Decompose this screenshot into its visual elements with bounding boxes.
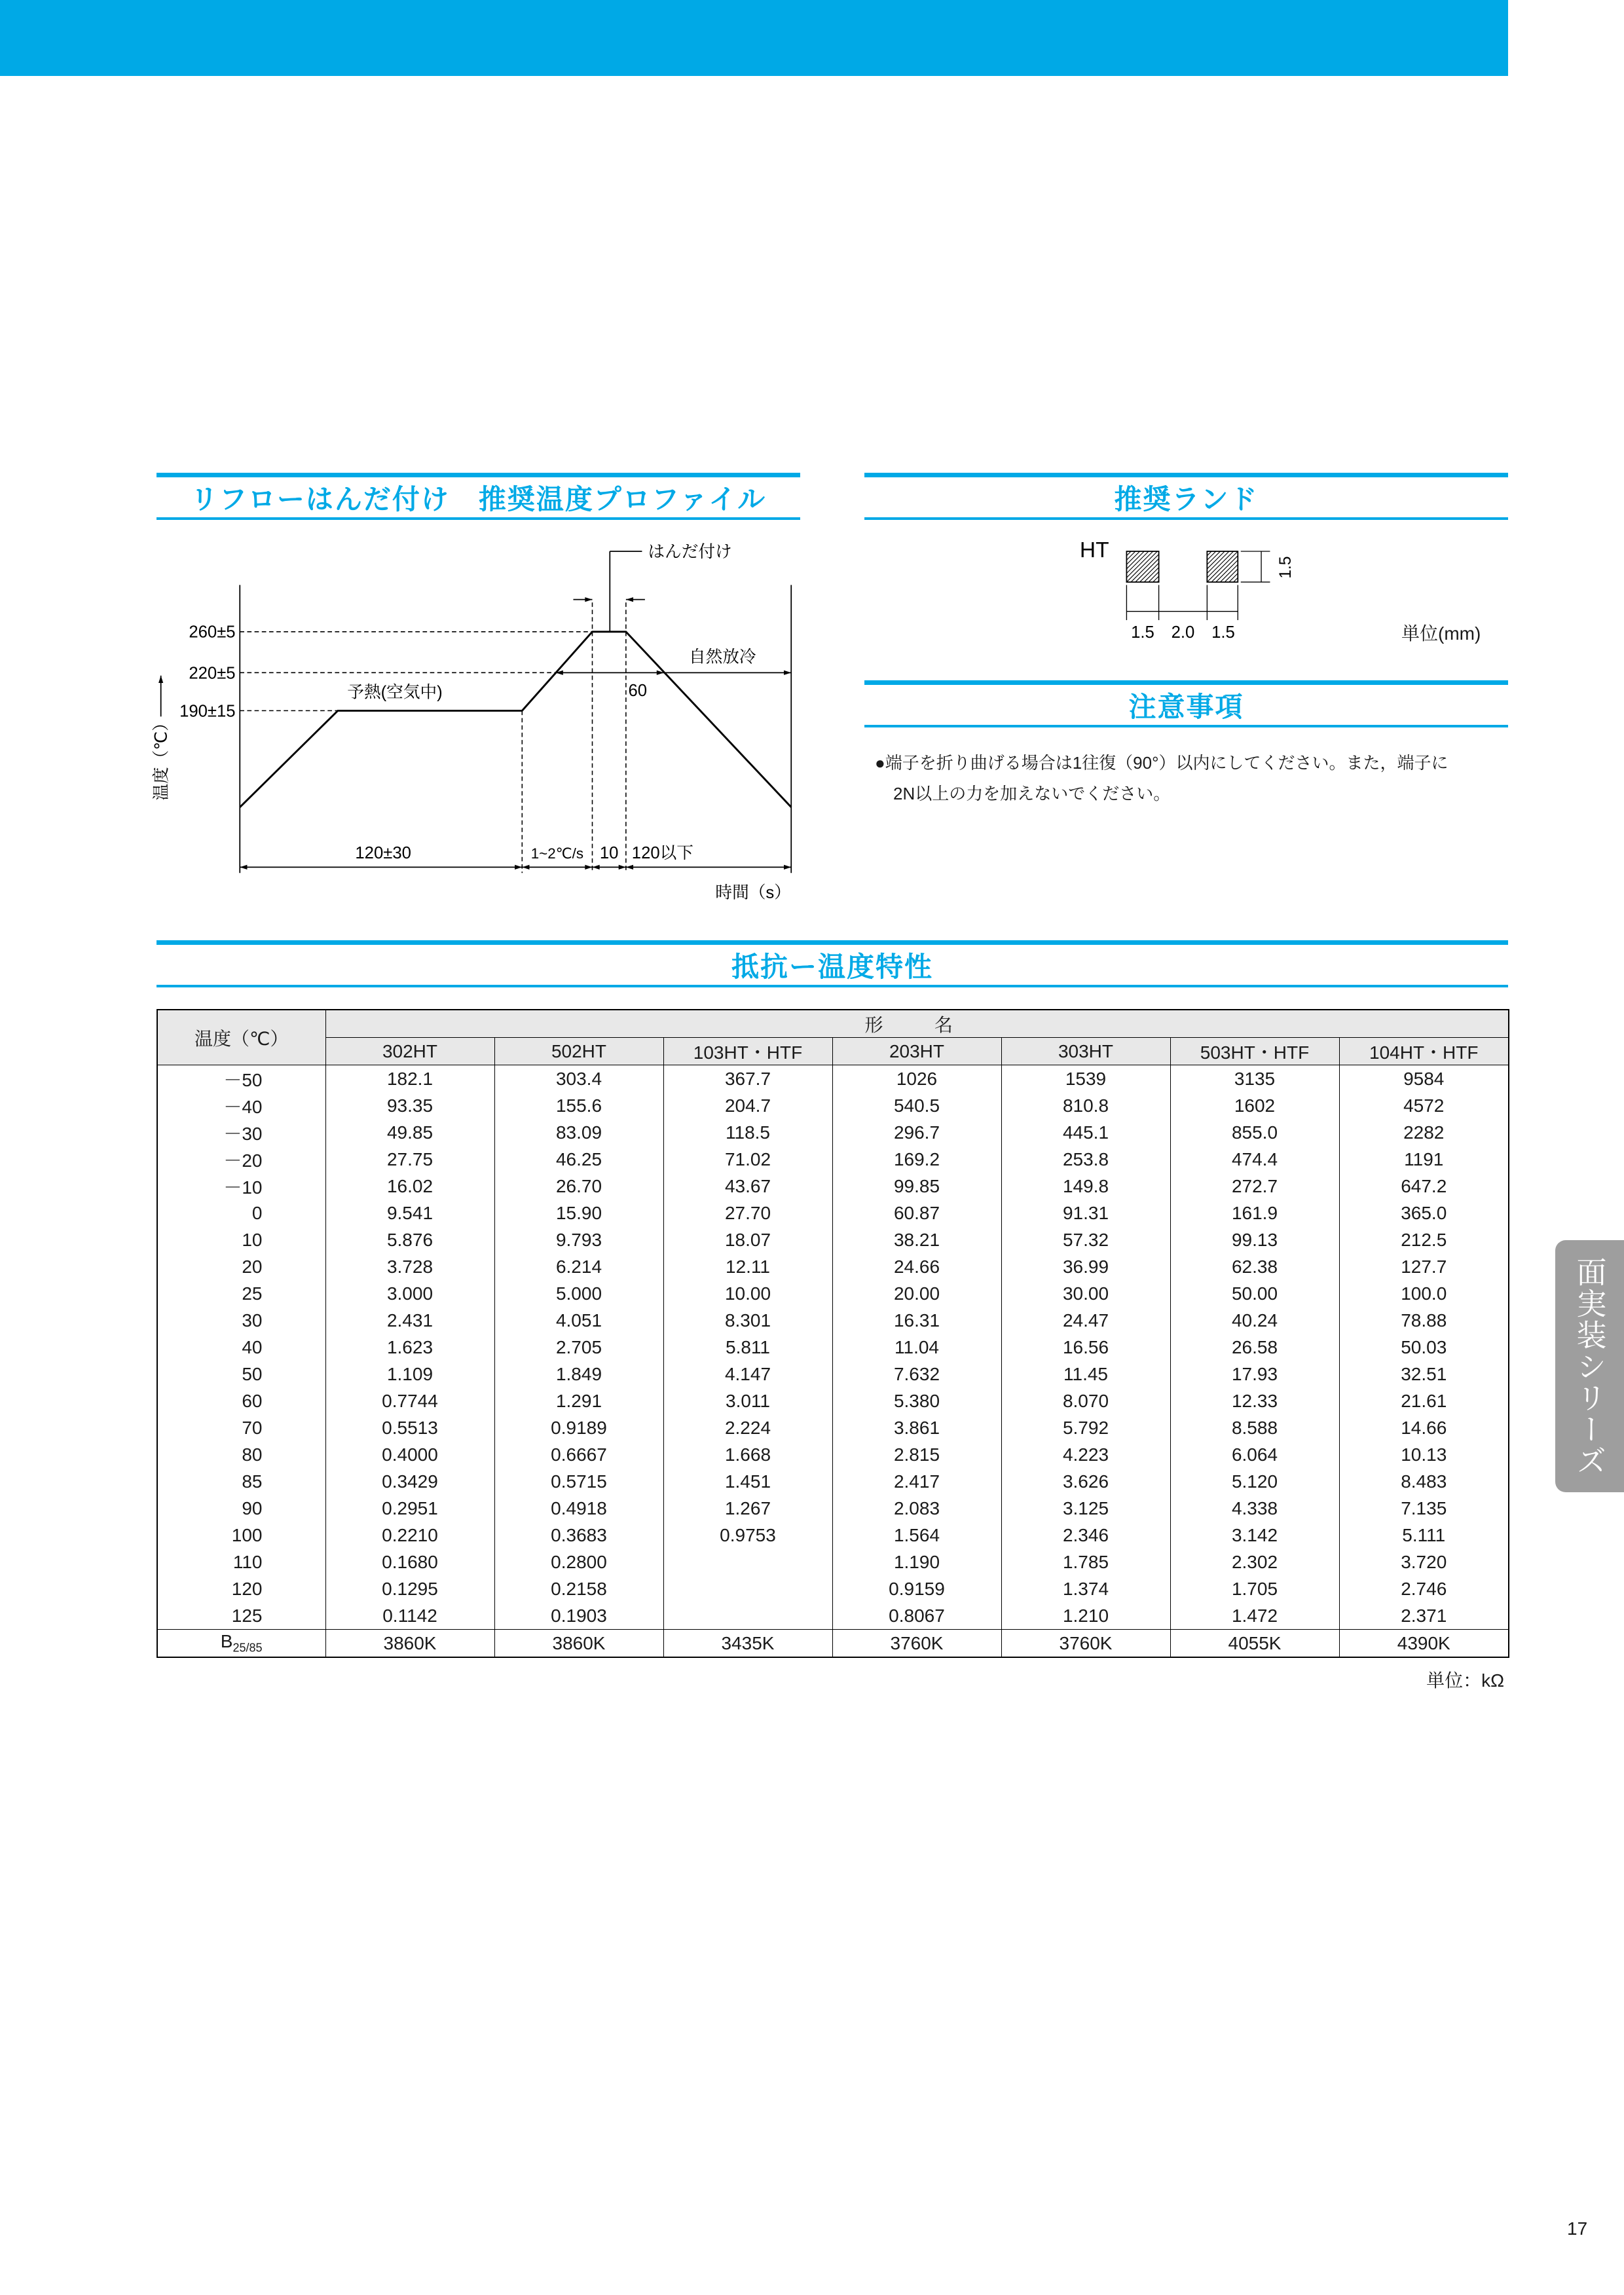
b-constant-row (157, 1630, 1509, 1658)
resistance-cell: 445.1 (1001, 1119, 1170, 1146)
resistance-cell: 1602 (1170, 1092, 1339, 1119)
resistance-cell (663, 1575, 832, 1602)
land-pattern-diagram (1068, 526, 1317, 651)
resistance-cell: 3.720 (1339, 1549, 1509, 1575)
b-constant-cell: 3760K (832, 1630, 1001, 1658)
natural-cooling-arrow (664, 670, 791, 675)
resistance-cell: 43.67 (663, 1173, 832, 1200)
natural-cooling-label: 自然放冷 (688, 648, 756, 667)
b-constant-cell: 4390K (1339, 1630, 1509, 1658)
temperature-axis-label: 温度（℃） (152, 714, 171, 801)
resistance-cell: 3.626 (1001, 1468, 1170, 1495)
resistance-cell: 38.21 (832, 1226, 1001, 1253)
temperature-cell: 85 (157, 1468, 325, 1495)
soldering-label: はんだ付け (648, 542, 732, 561)
resistance-cell: 27.75 (325, 1146, 494, 1173)
resistance-cell: 3.011 (663, 1387, 832, 1414)
b-constant-cell: 3435K (663, 1630, 832, 1658)
resistance-cell: 62.38 (1170, 1253, 1339, 1280)
table-row (157, 1414, 1509, 1441)
temperature-cell: 60 (157, 1387, 325, 1414)
resistance-cell: 1191 (1339, 1146, 1509, 1173)
resistance-cell: 4.051 (494, 1307, 663, 1334)
resistance-cell: 0.8067 (832, 1602, 1001, 1630)
arrowhead (515, 865, 522, 870)
land-width-dim-left: 1.5 (1131, 623, 1154, 642)
arrowhead (585, 865, 592, 870)
top-accent-bar (0, 0, 1508, 76)
resistance-cell: 204.7 (663, 1092, 832, 1119)
table-row (157, 1549, 1509, 1575)
resistance-cell: 30.00 (1001, 1280, 1170, 1307)
resistance-cell: 296.7 (832, 1119, 1001, 1146)
resistance-cell: 2.431 (325, 1307, 494, 1334)
resistance-cell: 3.125 (1001, 1495, 1170, 1522)
model-header-row (157, 1038, 1509, 1065)
resistance-cell: 27.70 (663, 1200, 832, 1226)
resistance-cell: 3.728 (325, 1253, 494, 1280)
resistance-cell: 5.000 (494, 1280, 663, 1307)
resistance-cell: 24.47 (1001, 1307, 1170, 1334)
resistance-cell: 2.083 (832, 1495, 1001, 1522)
resistance-cell: 1026 (832, 1065, 1001, 1093)
resistance-cell: 2.705 (494, 1334, 663, 1361)
notes-text (875, 748, 1448, 809)
temperature-cell: 125 (157, 1602, 325, 1630)
resistance-cell: 60.87 (832, 1200, 1001, 1226)
temperature-column-header: 温度（℃） (157, 1010, 325, 1065)
temperature-cell: －40 (157, 1092, 325, 1119)
table-row (157, 1200, 1509, 1226)
resistance-cell: 50.00 (1170, 1280, 1339, 1307)
resistance-cell: 4.338 (1170, 1495, 1339, 1522)
resistance-cell: 2.346 (1001, 1522, 1170, 1549)
resistance-cell: 91.31 (1001, 1200, 1170, 1226)
resistance-cell: 5.811 (663, 1334, 832, 1361)
resistance-cell: 127.7 (1339, 1253, 1509, 1280)
resistance-cell: 0.9189 (494, 1414, 663, 1441)
model-column-header: 503HT・HTF (1170, 1038, 1339, 1065)
b-constant-label-cell (157, 1630, 325, 1658)
resistance-cell: 7.135 (1339, 1495, 1509, 1522)
resistance-cell: 5.876 (325, 1226, 494, 1253)
resistance-cell: 32.51 (1339, 1361, 1509, 1387)
land-type-label: HT (1079, 538, 1109, 562)
resistance-cell: 26.70 (494, 1173, 663, 1200)
land-unit-label: 単位(mm) (1401, 623, 1481, 644)
hatch-line (1207, 551, 1215, 560)
resistance-cell: 14.66 (1339, 1414, 1509, 1441)
temperature-cell: 30 (157, 1307, 325, 1334)
resistance-cell: 10.13 (1339, 1441, 1509, 1468)
resistance-cell: 253.8 (1001, 1146, 1170, 1173)
resistance-cell: 1539 (1001, 1065, 1170, 1093)
resistance-cell: 8.301 (663, 1307, 832, 1334)
hatch-line (1229, 574, 1238, 582)
temp-label-190: 190±15 (179, 702, 236, 721)
resistance-cell: 1.472 (1170, 1602, 1339, 1630)
resistance-cell: 15.90 (494, 1200, 663, 1226)
hatch-line (1149, 572, 1159, 582)
table-row (157, 1387, 1509, 1414)
resistance-cell: 8.483 (1339, 1468, 1509, 1495)
resistance-cell: 49.85 (325, 1119, 494, 1146)
resistance-cell: 3.142 (1170, 1522, 1339, 1549)
peak-width-arrow-right (626, 597, 645, 602)
resistance-cell: 0.5513 (325, 1414, 494, 1441)
resistance-cell: 2.746 (1339, 1575, 1509, 1602)
hatch-line (1135, 559, 1159, 582)
land-section-title: 推奨ランド (864, 473, 1508, 520)
b-constant-cell: 3860K (325, 1630, 494, 1658)
arrowhead (619, 865, 626, 870)
resistance-cell: 0.3683 (494, 1522, 663, 1549)
resistance-cell: 1.451 (663, 1468, 832, 1495)
resistance-cell: 1.623 (325, 1334, 494, 1361)
arrowhead (593, 865, 600, 870)
hatch-line (1207, 551, 1225, 569)
land-width-dim-gap: 2.0 (1171, 623, 1195, 642)
resistance-cell: 20.00 (832, 1280, 1001, 1307)
resistance-cell: 50.03 (1339, 1334, 1509, 1361)
table-header-row (157, 1010, 1509, 1038)
resistance-cell: 46.25 (494, 1146, 663, 1173)
resistance-cell: 0.2951 (325, 1495, 494, 1522)
model-column-header: 302HT (325, 1038, 494, 1065)
resistance-cell: 0.4000 (325, 1441, 494, 1468)
b-constant-cell: 3760K (1001, 1630, 1170, 1658)
resistance-cell: 155.6 (494, 1092, 663, 1119)
model-column-header: 104HT・HTF (1339, 1038, 1509, 1065)
resistance-cell: 0.5715 (494, 1468, 663, 1495)
resistance-cell: 5.111 (1339, 1522, 1509, 1549)
resistance-cell: 11.45 (1001, 1361, 1170, 1387)
land-width-dim-right: 1.5 (1211, 623, 1235, 642)
table-row (157, 1468, 1509, 1495)
time-dim-preheat (240, 865, 522, 870)
arrowhead (626, 865, 633, 870)
resistance-cell: 9584 (1339, 1065, 1509, 1093)
resistance-cell: 12.33 (1170, 1387, 1339, 1414)
resistance-cell: 26.58 (1170, 1334, 1339, 1361)
resistance-cell: 0.1903 (494, 1602, 663, 1630)
table-row (157, 1253, 1509, 1280)
b-constant-subscript: 25/85 (232, 1641, 263, 1655)
resistance-cell (663, 1549, 832, 1575)
resistance-cell: 8.588 (1170, 1414, 1339, 1441)
resistance-cell: 149.8 (1001, 1173, 1170, 1200)
series-side-tab (1555, 1240, 1624, 1492)
time-segment-peak: 10 (599, 843, 619, 862)
temperature-cell: 10 (157, 1226, 325, 1253)
table-row (157, 1173, 1509, 1200)
temperature-cell: 80 (157, 1441, 325, 1468)
arrowhead (240, 865, 247, 870)
temperature-cell: －50 (157, 1065, 325, 1093)
hatch-line (1126, 551, 1149, 574)
resistance-cell: 18.07 (663, 1226, 832, 1253)
temperature-cell: 20 (157, 1253, 325, 1280)
temperature-cell: 70 (157, 1414, 325, 1441)
resistance-cell: 83.09 (494, 1119, 663, 1146)
hatch-line (1126, 551, 1144, 569)
resistance-cell: 1.291 (494, 1387, 663, 1414)
resistance-cell: 0.1142 (325, 1602, 494, 1630)
resistance-cell: 4.147 (663, 1361, 832, 1387)
resistance-cell: 21.61 (1339, 1387, 1509, 1414)
hatch-line (1234, 578, 1238, 582)
resistance-cell: 169.2 (832, 1146, 1001, 1173)
resistance-cell: 2.417 (832, 1468, 1001, 1495)
resistance-cell: 5.120 (1170, 1468, 1339, 1495)
rt-section-title: 抵抗ー温度特性 (157, 940, 1508, 987)
arrowhead (626, 597, 633, 602)
resistance-cell: 99.13 (1170, 1226, 1339, 1253)
peak-width-arrow-left (573, 597, 592, 602)
resistance-cell: 0.7744 (325, 1387, 494, 1414)
resistance-cell: 10.00 (663, 1280, 832, 1307)
table-row (157, 1280, 1509, 1307)
resistance-cell: 16.02 (325, 1173, 494, 1200)
b-constant-cell: 3860K (494, 1630, 663, 1658)
temp-label-260: 260±5 (189, 623, 236, 642)
resistance-cell: 93.35 (325, 1092, 494, 1119)
resistance-cell: 5.792 (1001, 1414, 1170, 1441)
resistance-cell: 855.0 (1170, 1119, 1339, 1146)
table-row (157, 1146, 1509, 1173)
temperature-cell: 110 (157, 1549, 325, 1575)
resistance-cell: 1.785 (1001, 1549, 1170, 1575)
resistance-cell: 40.24 (1170, 1307, 1339, 1334)
resistance-cell: 0.1680 (325, 1549, 494, 1575)
resistance-cell: 2282 (1339, 1119, 1509, 1146)
resistance-cell: 12.11 (663, 1253, 832, 1280)
resistance-cell: 810.8 (1001, 1092, 1170, 1119)
resistance-cell: 2.302 (1170, 1549, 1339, 1575)
resistance-cell: 212.5 (1339, 1226, 1509, 1253)
resistance-cell (663, 1602, 832, 1630)
resistance-cell: 0.3429 (325, 1468, 494, 1495)
table-row (157, 1065, 1509, 1093)
table-row (157, 1522, 1509, 1549)
land-height-dim: 1.5 (1276, 556, 1295, 579)
resistance-cell: 1.668 (663, 1441, 832, 1468)
table-row (157, 1602, 1509, 1630)
model-column-header: 303HT (1001, 1038, 1170, 1065)
series-side-tab-label: 面実装シリーズ (1572, 1256, 1607, 1477)
resistance-cell: 11.04 (832, 1334, 1001, 1361)
resistance-cell: 57.32 (1001, 1226, 1170, 1253)
resistance-cell: 0.1295 (325, 1575, 494, 1602)
temperature-cell: 50 (157, 1361, 325, 1387)
arrowhead (585, 597, 592, 602)
resistance-cell: 9.793 (494, 1226, 663, 1253)
table-unit-label: 単位：kΩ (1426, 1670, 1504, 1691)
hatch-line (1144, 568, 1158, 582)
resistance-cell: 303.4 (494, 1065, 663, 1093)
time-segment-preheat: 120±30 (355, 843, 411, 862)
hatch-line (1207, 551, 1229, 574)
reflow-profile-diagram (146, 526, 819, 921)
temperature-cell: －10 (157, 1173, 325, 1200)
temperature-cell: 100 (157, 1522, 325, 1549)
temperature-cell: 0 (157, 1200, 325, 1226)
resistance-cell: 1.849 (494, 1361, 663, 1387)
arrowhead (158, 676, 163, 683)
resistance-cell: 365.0 (1339, 1200, 1509, 1226)
resistance-cell: 71.02 (663, 1146, 832, 1173)
time-dim-peak (593, 865, 626, 870)
temperature-cell: －30 (157, 1119, 325, 1146)
table-row (157, 1119, 1509, 1146)
resistance-cell: 0.4918 (494, 1495, 663, 1522)
resistance-cell: 99.85 (832, 1173, 1001, 1200)
resistance-cell: 4.223 (1001, 1441, 1170, 1468)
dimension-arrows (158, 597, 791, 870)
resistance-cell: 3.861 (832, 1414, 1001, 1441)
resistance-cell: 1.374 (1001, 1575, 1170, 1602)
b-constant-cell: 4055K (1170, 1630, 1339, 1658)
hatch-line (1207, 551, 1211, 556)
temp-label-220: 220±5 (189, 664, 236, 683)
resistance-cell: 36.99 (1001, 1253, 1170, 1280)
resistance-cell: 78.88 (1339, 1307, 1509, 1334)
notes-section-title: 注意事項 (864, 680, 1508, 727)
resistance-cell: 367.7 (663, 1065, 832, 1093)
arrowhead (784, 670, 791, 675)
temperature-cell: 25 (157, 1280, 325, 1307)
hatch-line (1126, 551, 1135, 560)
temperature-cell: 90 (157, 1495, 325, 1522)
time-dim-ramp (522, 865, 592, 870)
resistance-cell: 0.9159 (832, 1575, 1001, 1602)
resistance-cell: 161.9 (1170, 1200, 1339, 1226)
table-row (157, 1575, 1509, 1602)
resistance-cell: 0.2158 (494, 1575, 663, 1602)
time-above-220-dim (556, 670, 664, 675)
resistance-cell: 9.541 (325, 1200, 494, 1226)
resistance-cell: 7.632 (832, 1361, 1001, 1387)
table-row (157, 1334, 1509, 1361)
resistance-temperature-table (157, 1009, 1509, 1658)
resistance-cell: 474.4 (1170, 1146, 1339, 1173)
note-line: 2N以上の力を加えないでください。 (893, 784, 1171, 803)
resistance-cell: 16.56 (1001, 1334, 1170, 1361)
resistance-cell: 8.070 (1001, 1387, 1170, 1414)
temperature-axis-arrow (158, 676, 163, 717)
temperature-cell: 40 (157, 1334, 325, 1361)
temperature-cell: 120 (157, 1575, 325, 1602)
temperature-cell: －20 (157, 1146, 325, 1173)
resistance-cell: 3135 (1170, 1065, 1339, 1093)
hatch-line (1126, 551, 1131, 556)
table-row (157, 1092, 1509, 1119)
table-row (157, 1441, 1509, 1468)
arrowhead (522, 865, 529, 870)
note-line: ●端子を折り曲げる場合は1往復（90°）以内にしてください。また，端子に (875, 753, 1449, 773)
time-axis-label: 時間（s） (715, 883, 791, 902)
resistance-cell: 6.064 (1170, 1441, 1339, 1468)
resistance-cell: 272.7 (1170, 1173, 1339, 1200)
resistance-cell: 182.1 (325, 1065, 494, 1093)
reflow-section-title: リフローはんだ付け 推奨温度プロファイル (157, 473, 800, 520)
arrowhead (784, 865, 791, 870)
resistance-cell: 0.2210 (325, 1522, 494, 1549)
model-column-header: 502HT (494, 1038, 663, 1065)
time-above-220-label: 60 (628, 682, 648, 701)
resistance-cell: 16.31 (832, 1307, 1001, 1334)
resistance-cell: 5.380 (832, 1387, 1001, 1414)
resistance-cell: 1.109 (325, 1361, 494, 1387)
resistance-cell: 2.371 (1339, 1602, 1509, 1630)
resistance-cell: 1.705 (1170, 1575, 1339, 1602)
table-row (157, 1495, 1509, 1522)
hatch-line (1220, 564, 1238, 582)
time-segment-cooling: 120以下 (631, 843, 693, 862)
model-name-header: 形 名 (325, 1010, 1509, 1038)
table-row (157, 1361, 1509, 1387)
b-constant-symbol: B (220, 1631, 233, 1652)
resistance-cell: 2.815 (832, 1441, 1001, 1468)
resistance-cell: 1.267 (663, 1495, 832, 1522)
resistance-cell: 2.224 (663, 1414, 832, 1441)
resistance-cell: 0.9753 (663, 1522, 832, 1549)
resistance-cell: 540.5 (832, 1092, 1001, 1119)
resistance-cell: 24.66 (832, 1253, 1001, 1280)
resistance-cell: 3.000 (325, 1280, 494, 1307)
resistance-cell: 4572 (1339, 1092, 1509, 1119)
time-dim-cooling (626, 865, 791, 870)
page-number: 17 (1567, 2218, 1588, 2239)
model-column-header: 203HT (832, 1038, 1001, 1065)
land-hatching (1126, 551, 1238, 582)
resistance-cell: 100.0 (1339, 1280, 1509, 1307)
time-segment-ramp: 1~2℃/s (530, 845, 584, 862)
hatch-line (1131, 554, 1158, 581)
resistance-cell: 647.2 (1339, 1173, 1509, 1200)
resistance-cell: 1.190 (832, 1549, 1001, 1575)
table-row (157, 1307, 1509, 1334)
resistance-cell: 1.564 (832, 1522, 1001, 1549)
resistance-cell: 118.5 (663, 1119, 832, 1146)
model-column-header: 103HT・HTF (663, 1038, 832, 1065)
resistance-cell: 1.210 (1001, 1602, 1170, 1630)
resistance-cell: 0.2800 (494, 1549, 663, 1575)
hatch-line (1216, 560, 1238, 582)
preheat-label: 予熱(空気中) (347, 683, 443, 702)
resistance-cell: 6.214 (494, 1253, 663, 1280)
resistance-cell: 17.93 (1170, 1361, 1339, 1387)
resistance-cell: 0.6667 (494, 1441, 663, 1468)
table-row (157, 1226, 1509, 1253)
